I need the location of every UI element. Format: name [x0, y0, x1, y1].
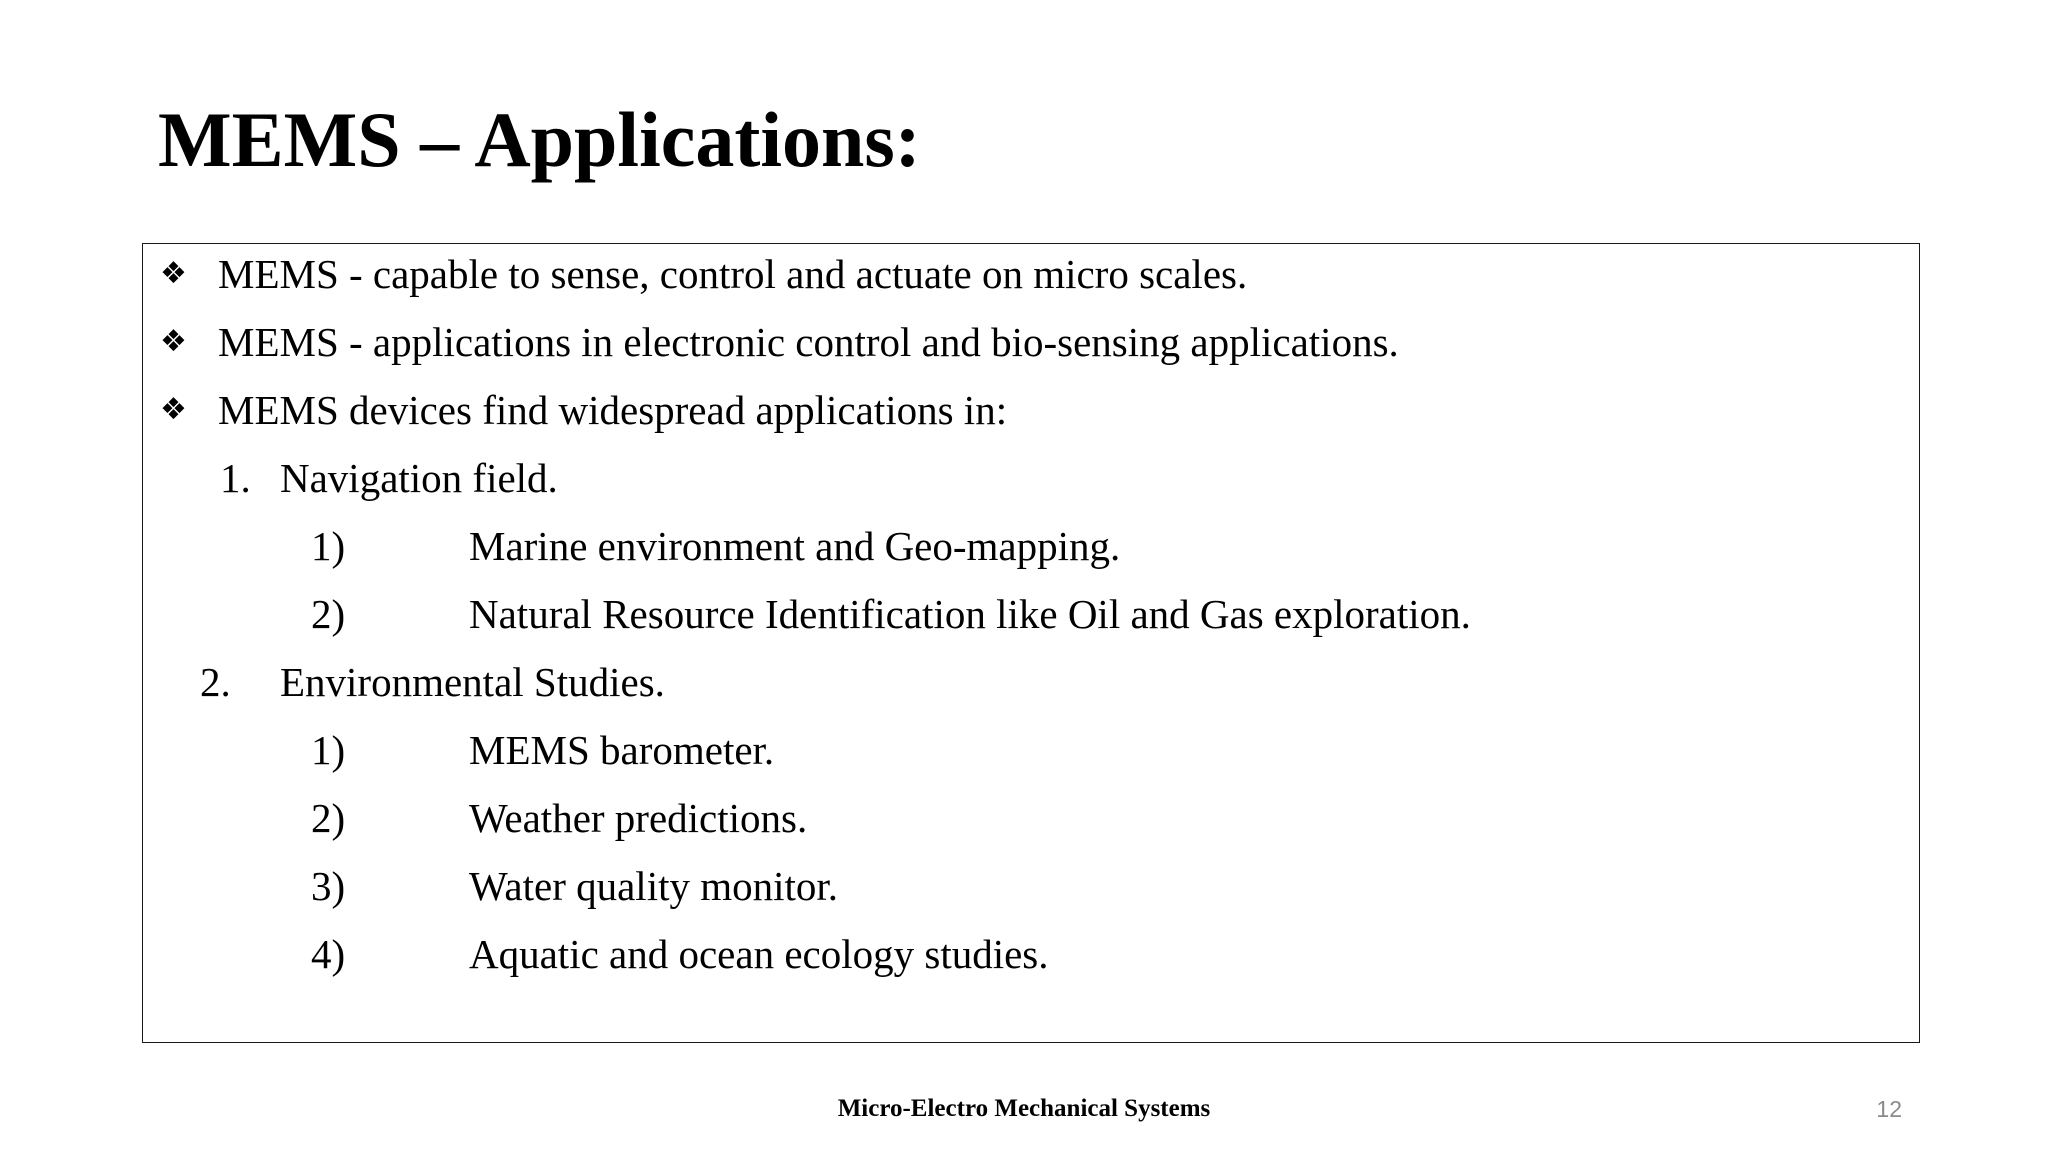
sub-item-number: 3) [311, 863, 346, 909]
footer-title: Micro-Electro Mechanical Systems [837, 1095, 1211, 1122]
section-number: 2. [200, 659, 231, 705]
bullet-text: MEMS devices find widespread applications in: [218, 387, 1008, 433]
sub-item-text: Aquatic and ocean ecology studies. [469, 931, 1049, 977]
diamond-bullet-icon: ❖ [160, 256, 187, 291]
sub-item-text: Weather predictions. [469, 795, 808, 841]
bullet-text: MEMS - applications in electronic control and bio-sensing applications. [218, 319, 1399, 365]
page-number: 12 [1876, 1096, 1902, 1122]
sub-item-text: Natural Resource Identification like Oil and Gas exploration. [469, 591, 1471, 637]
sub-item-text: Marine environment and Geo-mapping. [469, 523, 1121, 569]
sub-item-number: 2) [311, 795, 346, 841]
sub-item-text: MEMS barometer. [469, 727, 775, 773]
sub-item-text: Water quality monitor. [469, 863, 839, 909]
slide-title: MEMS – Applications: [158, 96, 921, 183]
section-label: Environmental Studies. [280, 659, 665, 705]
sub-item-number: 2) [311, 591, 346, 637]
bullet-text: MEMS - capable to sense, control and actuate on micro scales. [218, 251, 1248, 297]
section-number: 1. [220, 455, 251, 501]
section-label: Navigation field. [280, 455, 558, 501]
sub-item-number: 1) [311, 727, 346, 773]
diamond-bullet-icon: ❖ [160, 324, 187, 359]
diamond-bullet-icon: ❖ [160, 392, 187, 427]
sub-item-number: 1) [311, 523, 346, 569]
sub-item-number: 4) [311, 931, 346, 977]
